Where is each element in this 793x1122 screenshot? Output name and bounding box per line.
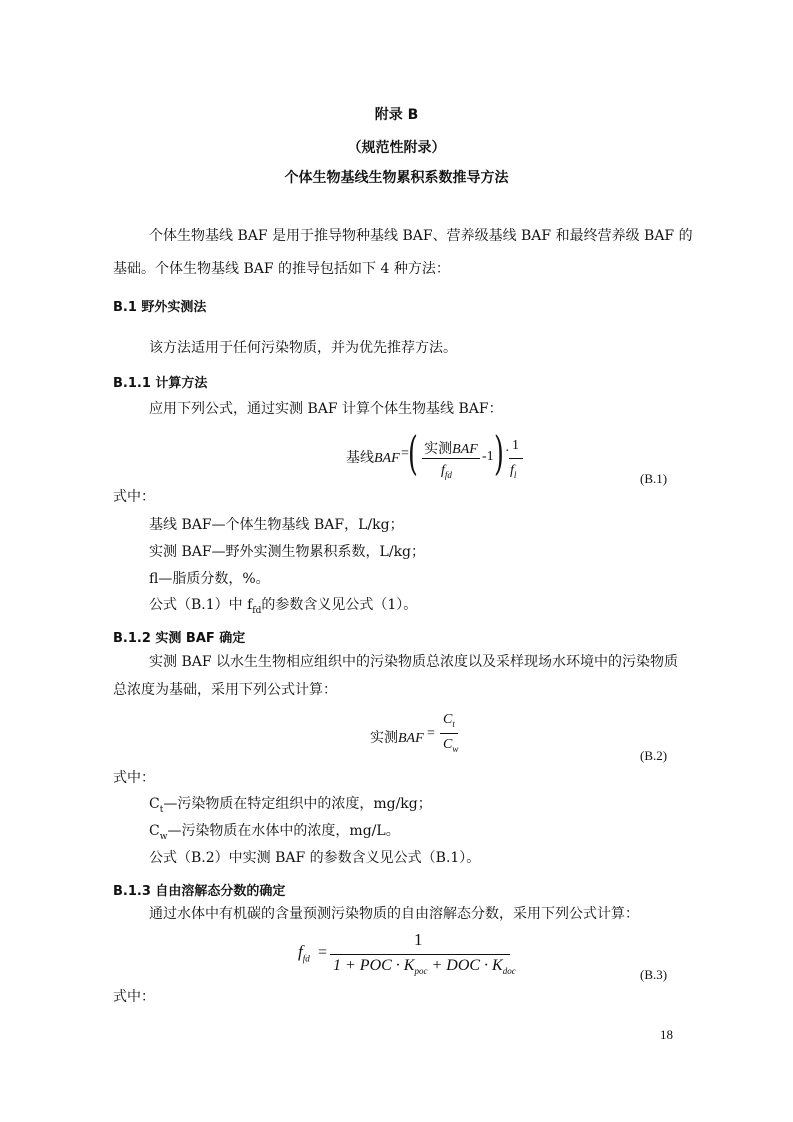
section-b12-line-1: 实测 BAF 以水生生物相应组织中的污染物质总浓度以及采样现场水环境中的污染物质 <box>149 654 679 670</box>
formula-b1-denominator-1: $f_{fd}$ <box>441 463 452 480</box>
appendix-label: 附录 B <box>374 107 419 123</box>
section-b13-heading: B.1.3 自由溶解态分数的确定 <box>113 884 286 899</box>
formula-b1-eq: = <box>401 446 409 461</box>
formula-b1-rparen: ) <box>494 426 504 480</box>
appendix-type: （规范性附录） <box>347 140 446 156</box>
intro-line-1: 个体生物基线 BAF 是用于推导物种基线 BAF、营养级基线 BAF 和最终营养级 BAF 的 <box>149 228 693 244</box>
definition-baseline-baf: 基线 BAF—个体生物基线 BAF，L/kg； <box>149 517 404 533</box>
where-label-b2: 式中： <box>113 770 155 786</box>
formula-b1-dot: · <box>505 444 510 459</box>
formula-b1-fraction-1: 实测BAF <box>424 442 478 457</box>
formula-b1-bar-2 <box>509 458 523 459</box>
where-label-b1: 式中： <box>113 489 155 505</box>
formula-b3-lhs: $f_{fd}$ <box>298 942 310 964</box>
appendix-title: 个体生物基线生物累积系数推导方法 <box>284 170 509 186</box>
section-b11-heading: B.1.1 计算方法 <box>113 376 208 391</box>
equation-number-b3: (B.3) <box>640 967 668 982</box>
equation-number-b2: (B.2) <box>640 748 668 763</box>
definition-ct: $C_t—$污染物质在特定组织中的浓度，mg/kg； <box>149 796 432 815</box>
formula-b3-numerator: 1 <box>414 930 423 949</box>
formula-b3-eq: = <box>318 944 328 961</box>
definition-lipid-fraction: fl—脂质分数，%。 <box>149 571 270 587</box>
note-b1-parameters: 公式（B.1）中 $f_{fd}$的参数含义见公式（1）。 <box>149 597 418 616</box>
equation-number-b1: (B.1) <box>640 471 668 486</box>
section-b1-text: 该方法适用于任何污染物质，并为优先推荐方法。 <box>149 340 457 356</box>
formula-b1-minus-one: -1 <box>482 449 494 464</box>
formula-b2-denominator: $C_w$ <box>443 737 459 754</box>
formula-b3-denominator: 1 + POC · $K_{poc}$ + DOC · $K_{doc}$ <box>333 957 516 977</box>
definition-cw: $C_w—$污染物质在水体中的浓度，mg/L。 <box>149 823 400 842</box>
formula-b2-numerator: $C_t$ <box>443 712 455 729</box>
section-b12-line-2: 总浓度为基础，采用下列公式计算： <box>113 682 337 698</box>
formula-b2-bar <box>440 733 458 734</box>
intro-line-2: 基础。个体生物基线 BAF 的推导包括如下 4 种方法： <box>113 261 450 277</box>
formula-b3-bar <box>330 954 510 955</box>
formula-b1-bar-1 <box>422 458 480 459</box>
formula-b1-numerator-2: 1 <box>512 438 519 453</box>
note-b2-parameters: 公式（B.2）中实测 BAF 的参数含义见公式（B.1）。 <box>149 850 481 866</box>
formula-b1-lhs: 基线BAF <box>346 451 400 466</box>
section-b12-heading: B.1.2 实测 BAF 确定 <box>113 631 246 646</box>
definition-measured-baf: 实测 BAF—野外实测生物累积系数，L/kg； <box>149 544 426 560</box>
formula-b2-eq: = <box>427 726 435 741</box>
formula-b1-denominator-2: $f_l$ <box>510 463 517 480</box>
section-b11-text: 应用下列公式，通过实测 BAF 计算个体生物基线 BAF： <box>149 401 503 417</box>
where-label-b3: 式中： <box>113 989 155 1005</box>
formula-b1-lparen: ( <box>408 426 418 480</box>
section-b13-text: 通过水体中有机碳的含量预测污染物质的自由溶解态分数，采用下列公式计算： <box>149 906 639 922</box>
section-b1-heading: B.1 野外实测法 <box>113 300 207 315</box>
formula-b2-lhs: 实测BAF <box>370 731 424 746</box>
page-number: 18 <box>660 1027 673 1042</box>
